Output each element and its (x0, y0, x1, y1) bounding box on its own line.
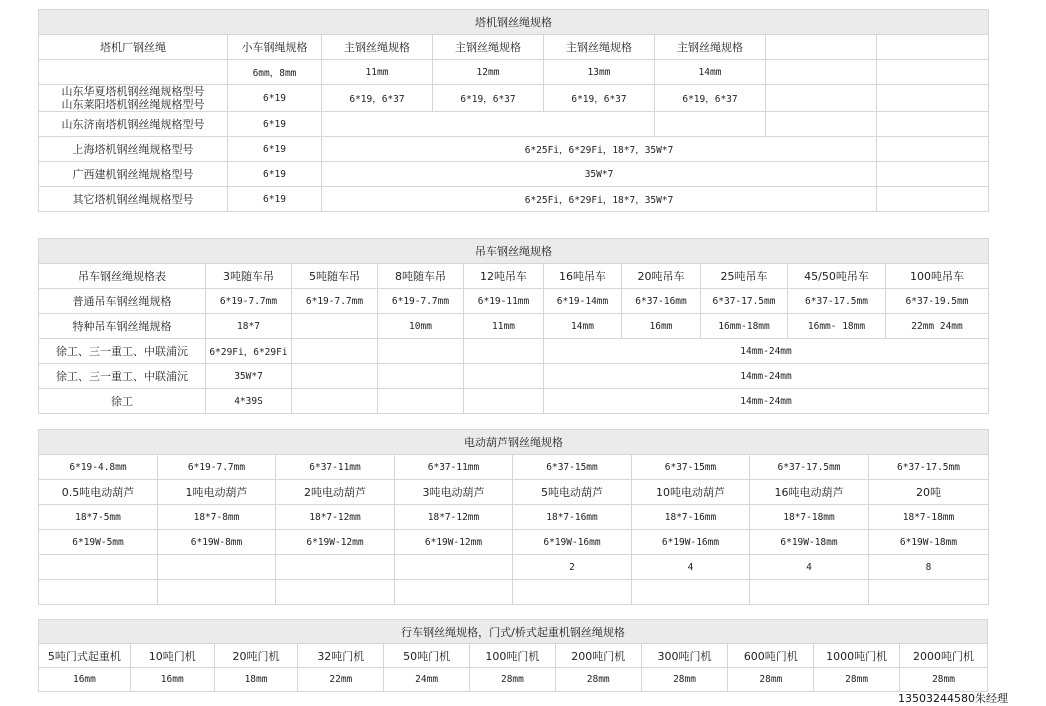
table-cell: 6*19-7.7mm (378, 289, 464, 314)
table-cell: 28mm (641, 668, 728, 692)
header-cell: 主钢丝绳规格 (544, 35, 655, 60)
header-cell: 20吨门机 (214, 644, 298, 668)
empty-cell (877, 60, 989, 85)
table-cell: 6*37-17.5mm (750, 455, 869, 480)
table-cell: 11mm (322, 60, 433, 85)
empty-cell (378, 364, 464, 389)
empty-cell (395, 580, 513, 605)
contact-phone: 13503244580朱经理 (898, 692, 1008, 705)
empty-cell (464, 389, 544, 414)
header-cell: 100吨门机 (470, 644, 556, 668)
table-cell: 4 (632, 555, 750, 580)
table-cell: 6*19W-5mm (39, 530, 158, 555)
row-label-line: 山东华夏塔机钢丝绳规格型号 (61, 85, 205, 98)
table-cell: 6*25Fi，6*29Fi，18*7，35W*7 (322, 187, 877, 212)
table-cell: 18*7-18mm (869, 505, 989, 530)
table-cell: 6*37-11mm (276, 455, 395, 480)
table-cell: 4*39S (206, 389, 292, 414)
header-cell: 主钢丝绳规格 (433, 35, 544, 60)
table-cell: 16mm (39, 668, 131, 692)
table-cell: 14mm (655, 60, 766, 85)
header-cell: 8吨随车吊 (378, 264, 464, 289)
row-label: 广西建机钢丝绳规格型号 (39, 162, 228, 187)
header-cell: 200吨门机 (555, 644, 641, 668)
table-cell: 14mm-24mm (544, 389, 989, 414)
empty-cell (378, 389, 464, 414)
empty-cell (276, 580, 395, 605)
table-cell: 6*29Fi，6*29Fi (206, 339, 292, 364)
table-cell: 6*19W-12mm (276, 530, 395, 555)
table-cell: 2 (513, 555, 632, 580)
table-cell: 6*19 (228, 85, 322, 112)
empty-cell (39, 580, 158, 605)
row-label: 普通吊车钢丝绳规格 (39, 289, 206, 314)
table-cell: 18*7-5mm (39, 505, 158, 530)
table-cell: 6*19，6*37 (544, 85, 655, 112)
header-cell: 3吨随车吊 (206, 264, 292, 289)
header-cell: 32吨门机 (298, 644, 384, 668)
table-cell: 6*19-4.8mm (39, 455, 158, 480)
row-label: 其它塔机钢丝绳规格型号 (39, 187, 228, 212)
empty-cell (655, 112, 766, 137)
empty-cell (877, 162, 989, 187)
tower-crane-rope-table (38, 9, 989, 212)
table-cell: 35W*7 (322, 162, 877, 187)
empty-cell (158, 580, 276, 605)
table-cell: 18*7-12mm (276, 505, 395, 530)
table-cell: 14mm-24mm (544, 364, 989, 389)
empty-cell (869, 580, 989, 605)
empty-cell (766, 60, 877, 85)
table-cell: 16mm- 18mm (788, 314, 886, 339)
header-cell: 吊车钢丝绳规格表 (39, 264, 206, 289)
table-cell: 6*37-16mm (622, 289, 701, 314)
table-cell: 6*19-7.7mm (158, 455, 276, 480)
empty-cell (464, 364, 544, 389)
empty-cell (766, 85, 877, 112)
empty-cell (877, 35, 989, 60)
empty-cell (39, 60, 228, 85)
header-cell: 300吨门机 (641, 644, 728, 668)
table-cell: 11mm (464, 314, 544, 339)
table-cell: 28mm (814, 668, 900, 692)
table-cell: 6*19 (228, 137, 322, 162)
table-cell: 24mm (384, 668, 470, 692)
truck-crane-rope-table (38, 238, 989, 414)
table-cell: 18*7-8mm (158, 505, 276, 530)
table-cell: 6*37-15mm (513, 455, 632, 480)
header-cell: 主钢丝绳规格 (655, 35, 766, 60)
empty-cell (877, 112, 989, 137)
row-label (39, 85, 228, 112)
empty-cell (292, 389, 378, 414)
table-title: 行车钢丝绳规格，门式/桥式起重机钢丝绳规格 (39, 620, 988, 644)
empty-cell (292, 314, 378, 339)
header-cell: 12吨吊车 (464, 264, 544, 289)
row-label: 徐工 (39, 389, 206, 414)
header-cell: 塔机厂钢丝绳 (39, 35, 228, 60)
empty-cell (877, 85, 989, 112)
table-cell: 28mm (900, 668, 988, 692)
table-cell: 18*7-16mm (632, 505, 750, 530)
empty-cell (292, 339, 378, 364)
table-cell: 6*19-11mm (464, 289, 544, 314)
header-cell: 10吨门机 (130, 644, 214, 668)
table-cell: 16mm (622, 314, 701, 339)
row-label-line: 山东莱阳塔机钢丝绳规格型号 (61, 98, 205, 111)
table-cell: 6*19W-16mm (632, 530, 750, 555)
empty-cell (877, 187, 989, 212)
table-cell: 18*7-12mm (395, 505, 513, 530)
table-title: 电动葫芦钢丝绳规格 (39, 430, 989, 455)
table-cell: 35W*7 (206, 364, 292, 389)
table-cell: 14mm-24mm (544, 339, 989, 364)
table-cell: 6*19W-16mm (513, 530, 632, 555)
empty-cell (292, 364, 378, 389)
table-cell: 4 (750, 555, 869, 580)
table-cell: 6*19W-8mm (158, 530, 276, 555)
row-label: 徐工、三一重工、中联浦沅 (39, 364, 206, 389)
table-cell: 6*19，6*37 (655, 85, 766, 112)
table-cell: 6*19W-18mm (869, 530, 989, 555)
table-cell: 6*37-17.5mm (701, 289, 788, 314)
table-cell: 5吨电动葫芦 (513, 480, 632, 505)
header-cell: 100吨吊车 (886, 264, 989, 289)
electric-hoist-rope-table (38, 429, 989, 605)
table-cell (158, 555, 276, 580)
table-cell: 6*19-7.7mm (292, 289, 378, 314)
table-cell: 28mm (728, 668, 814, 692)
table-cell: 10吨电动葫芦 (632, 480, 750, 505)
table-cell: 6*19 (228, 187, 322, 212)
table-cell: 0.5吨电动葫芦 (39, 480, 158, 505)
table-cell: 18*7-18mm (750, 505, 869, 530)
row-label: 上海塔机钢丝绳规格型号 (39, 137, 228, 162)
table-cell: 12mm (433, 60, 544, 85)
table-cell: 6*19 (228, 162, 322, 187)
table-cell: 6*19，6*37 (433, 85, 544, 112)
empty-cell (378, 339, 464, 364)
row-label: 山东济南塔机钢丝绳规格型号 (39, 112, 228, 137)
table-cell: 22mm (298, 668, 384, 692)
table-cell: 6*19-14mm (544, 289, 622, 314)
table-cell: 18*7-16mm (513, 505, 632, 530)
table-cell: 1吨电动葫芦 (158, 480, 276, 505)
row-label: 特种吊车钢丝绳规格 (39, 314, 206, 339)
table-cell: 6*37-17.5mm (869, 455, 989, 480)
header-cell: 50吨门机 (384, 644, 470, 668)
table-cell: 6*19，6*37 (322, 85, 433, 112)
table-cell: 18*7 (206, 314, 292, 339)
table-cell: 6*19W-12mm (395, 530, 513, 555)
table-cell: 6*19 (228, 112, 322, 137)
table-cell (395, 555, 513, 580)
table-cell: 6*37-15mm (632, 455, 750, 480)
header-cell: 600吨门机 (728, 644, 814, 668)
empty-cell (513, 580, 632, 605)
table-cell: 2吨电动葫芦 (276, 480, 395, 505)
table-cell: 6*19W-18mm (750, 530, 869, 555)
table-cell: 20吨 (869, 480, 989, 505)
table-cell: 14mm (544, 314, 622, 339)
header-cell: 5吨门式起重机 (39, 644, 131, 668)
header-cell: 1000吨门机 (814, 644, 900, 668)
table-title: 吊车钢丝绳规格 (39, 239, 989, 264)
empty-cell (464, 339, 544, 364)
empty-cell (632, 580, 750, 605)
empty-cell (877, 137, 989, 162)
table-cell: 6*37-17.5mm (788, 289, 886, 314)
table-cell: 18mm (214, 668, 298, 692)
empty-cell (750, 580, 869, 605)
table-cell: 8 (869, 555, 989, 580)
empty-cell (766, 112, 877, 137)
header-cell: 小车钢绳规格 (228, 35, 322, 60)
header-cell: 2000吨门机 (900, 644, 988, 668)
table-cell: 28mm (470, 668, 556, 692)
table-title: 塔机钢丝绳规格 (39, 10, 989, 35)
table-cell (276, 555, 395, 580)
header-cell: 45/50吨吊车 (788, 264, 886, 289)
table-cell: 13mm (544, 60, 655, 85)
table-cell: 6mm，8mm (228, 60, 322, 85)
header-cell: 20吨吊车 (622, 264, 701, 289)
table-cell: 16吨电动葫芦 (750, 480, 869, 505)
table-cell: 6*25Fi，6*29Fi，18*7，35W*7 (322, 137, 877, 162)
table-cell: 6*19-7.7mm (206, 289, 292, 314)
table-cell: 3吨电动葫芦 (395, 480, 513, 505)
table-cell: 22mm 24mm (886, 314, 989, 339)
table-cell: 16mm-18mm (701, 314, 788, 339)
gantry-crane-rope-table (38, 619, 988, 692)
row-label: 徐工、三一重工、中联浦沅 (39, 339, 206, 364)
header-cell: 5吨随车吊 (292, 264, 378, 289)
table-cell (39, 555, 158, 580)
table-cell: 6*37-19.5mm (886, 289, 989, 314)
header-cell: 16吨吊车 (544, 264, 622, 289)
table-cell: 6*37-11mm (395, 455, 513, 480)
table-cell: 16mm (130, 668, 214, 692)
empty-cell (322, 112, 655, 137)
empty-cell (766, 35, 877, 60)
header-cell: 25吨吊车 (701, 264, 788, 289)
header-cell: 主钢丝绳规格 (322, 35, 433, 60)
table-cell: 28mm (555, 668, 641, 692)
table-cell: 10mm (378, 314, 464, 339)
